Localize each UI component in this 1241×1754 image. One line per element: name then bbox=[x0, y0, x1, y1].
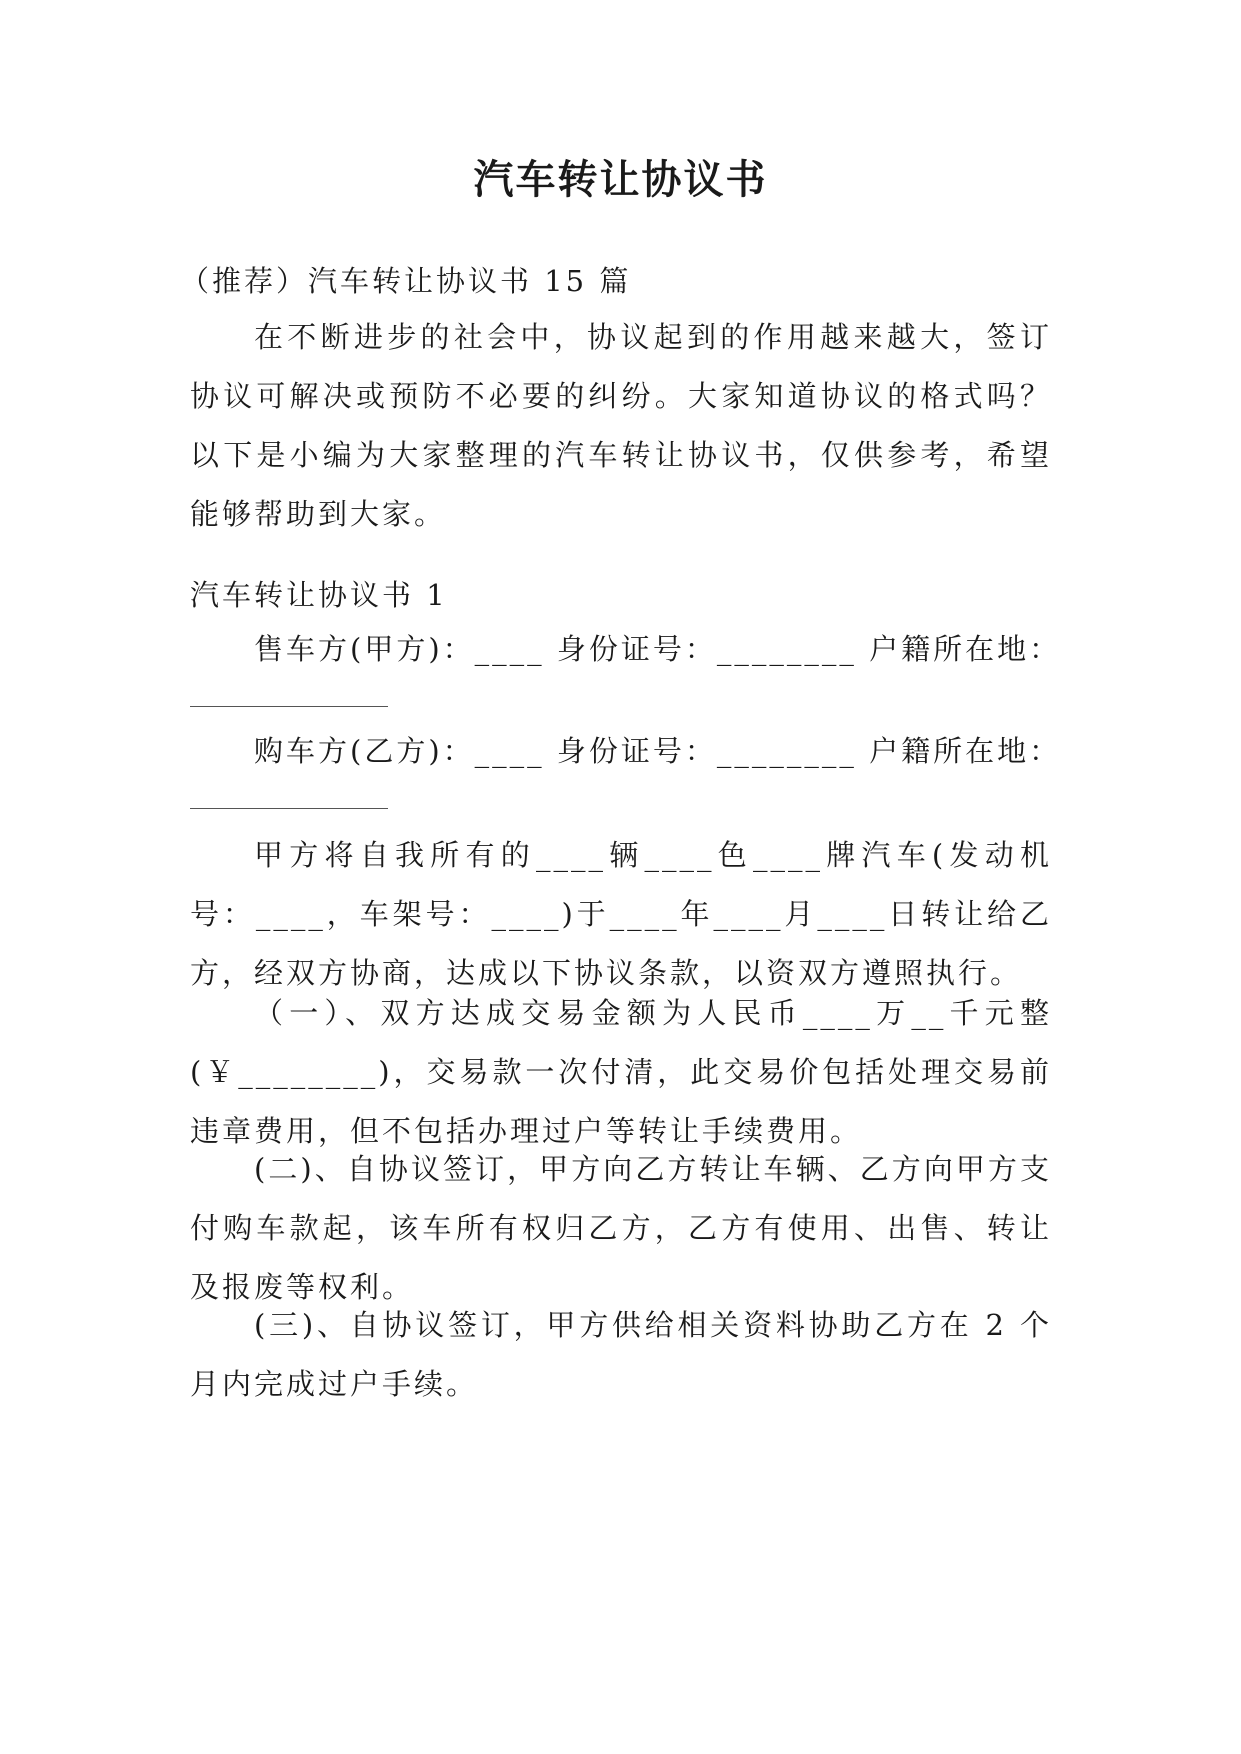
section-heading: 汽车转让协议书 1 bbox=[190, 578, 448, 612]
seller-address-blank bbox=[190, 706, 388, 707]
buyer-line: 购车方(乙方)：____ 身份证号：________ 户籍所在地： bbox=[254, 734, 1062, 768]
buyer-address-blank bbox=[190, 808, 388, 809]
transfer-paragraph: 甲方将自我所有的____辆____色____牌汽车(发动机号：____，车架号：____)于____年____月____日转让给乙方，经双方协商，达成以下协议条款，以资双方遵照执行。 bbox=[190, 838, 1052, 990]
clause-1: （一）、双方达成交易金额为人民币____万__千元整(￥________)，交易款一次付清，此交易价包括处理交易前违章费用，但不包括办理过户等转让手续费用。 bbox=[190, 996, 1052, 1148]
intro-paragraph: 在不断进步的社会中，协议起到的作用越来越大，签订协议可解决或预防不必要的纠纷。大家知道协议的格式吗？以下是小编为大家整理的汽车转让协议书，仅供参考，希望能够帮助到大家。 bbox=[190, 320, 1052, 531]
document-subtitle: （推荐）汽车转让协议书 15 篇 bbox=[180, 264, 632, 298]
clause-2: (二)、自协议签订，甲方向乙方转让车辆、乙方向甲方支付购车款起，该车所有权归乙方，乙方有使用、出售、转让及报废等权利。 bbox=[190, 1152, 1052, 1304]
document-title: 汽车转让协议书 bbox=[473, 157, 768, 203]
seller-line: 售车方(甲方)：____ 身份证号：________ 户籍所在地： bbox=[254, 632, 1062, 666]
clause-3: (三)、自协议签订，甲方供给相关资料协助乙方在 2 个月内完成过户手续。 bbox=[190, 1308, 1052, 1401]
